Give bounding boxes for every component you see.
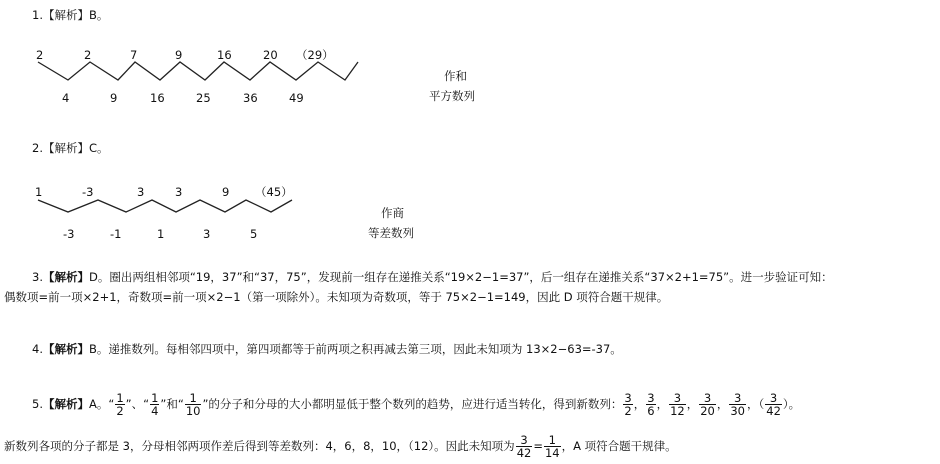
q5-fraction-1-4: $\frac{1}{4}$ (151, 391, 159, 418)
q1-top-0: 2 (36, 48, 44, 62)
q5-sep-4: ， (747, 397, 759, 411)
q2-bottom-0: -3 (63, 227, 75, 241)
q5-num: 5. (32, 397, 43, 411)
q5-answer-fraction-1-14: $\frac{1}{14}$ (544, 433, 560, 460)
q2-top-2: 3 (137, 185, 145, 199)
q3-line1 (32, 268, 833, 286)
q1-bottom-3: 25 (196, 91, 211, 105)
q4-tag: 【解析】 (42, 342, 89, 356)
q5-line2-text-b: ，A 项符合题干规律。 (561, 439, 677, 453)
q5-text-3: ”的分子和分母的大小都明显低于整个数列的趋势，应进行适当转化，得到新数列： (202, 397, 623, 411)
q5-fraction-1-2: $\frac{1}{2}$ (116, 391, 124, 418)
q3-num: 3. (32, 270, 43, 284)
q5-sep-1: ， (656, 397, 669, 411)
q1-top-4: 16 (217, 48, 232, 62)
q5-line1 (32, 392, 800, 417)
q2-top-5: （45） (255, 185, 293, 199)
q2-top-1: -3 (82, 185, 94, 199)
q1-bottom-5: 49 (289, 91, 304, 105)
q5-fraction-1-10: $\frac{1}{10}$ (185, 391, 201, 418)
q2-bottom-4: 5 (250, 227, 258, 241)
q5-seq-fraction-2: $\frac{3}{12}$ (670, 391, 685, 418)
q5-answer-fraction-3-42: $\frac{3}{42}$ (516, 433, 532, 460)
q2-label: 2.【解析】C。 (32, 141, 109, 155)
q5-line2-text-a: 新数列各项的分子都是 3，分母相邻两项作差后得到等差数列：4，6，8，10，（12）。因此未知项为 (4, 439, 515, 453)
q5-seq-fraction-3: $\frac{3}{20}$ (700, 391, 715, 418)
q5-sep-2: ， (686, 397, 699, 411)
q3-text-1: D。圈出两组相邻项“19，37”和“37，75”，发现前一组存在递推关系“19×2−1=37”，后一组存在递推关系“37×2+1=75”。进一步验证可知： (88, 270, 833, 284)
q5-text-1: ”、“ (125, 397, 150, 411)
q4-num: 4. (32, 342, 43, 356)
q5-seq-fraction-0: $\frac{3}{2}$ (624, 391, 632, 418)
q5-text-0: A。“ (88, 397, 115, 411)
q3-line2: 偶数项=前一项×2+1，奇数项=前一项×2−1（第一项除外）。未知项为奇数项，等于 75×2−1=149，因此 D 项符合题干规律。 (4, 290, 669, 304)
q1-top-5: 20 (263, 48, 278, 62)
q1-top-6: （29） (296, 48, 334, 62)
q1-note-line1: 作和 (444, 69, 467, 83)
q1-bottom-4: 36 (243, 91, 258, 105)
q5-line2 (4, 434, 677, 459)
q2-note-line1: 作商 (381, 206, 404, 220)
q2-bottom-1: -1 (110, 227, 122, 241)
q2-note-line2: 等差数列 (368, 226, 414, 240)
q5-equals: = (533, 439, 543, 453)
q1-top-2: 7 (130, 48, 138, 62)
q1-note-line2: 平方数列 (429, 89, 475, 103)
q5-seq-fraction-1: $\frac{3}{6}$ (647, 391, 655, 418)
q3-tag: 【解析】 (42, 270, 89, 284)
q5-text-2: ”和“ (160, 397, 184, 411)
q5-tag: 【解析】 (42, 397, 89, 411)
q1-bottom-2: 16 (150, 91, 165, 105)
q5-sep-3: ， (716, 397, 729, 411)
q1-label: 1.【解析】B。 (32, 8, 109, 22)
q5-open-paren: （ (758, 397, 765, 411)
q5-seq-fraction-4: $\frac{3}{30}$ (730, 391, 745, 418)
q4-line (32, 340, 622, 358)
q2-top-3: 3 (175, 185, 183, 199)
q2-bottom-2: 1 (157, 227, 165, 241)
q1-bottom-1: 9 (110, 91, 118, 105)
q2-top-4: 9 (222, 185, 230, 199)
q5-close-paren: ）。 (782, 397, 801, 411)
q1-top-1: 2 (84, 48, 92, 62)
q1-top-3: 9 (175, 48, 183, 62)
q4-text: B。递推数列。每相邻四项中，第四项都等于前两项之积再减去第三项，因此未知项为 13×2−63=-37。 (88, 342, 622, 356)
q5-seq-fraction-last: $\frac{3}{42}$ (766, 391, 781, 418)
q5-sep-0: ， (633, 397, 646, 411)
q1-bottom-0: 4 (62, 91, 70, 105)
q2-top-0: 1 (35, 185, 43, 199)
q2-bottom-3: 3 (203, 227, 211, 241)
